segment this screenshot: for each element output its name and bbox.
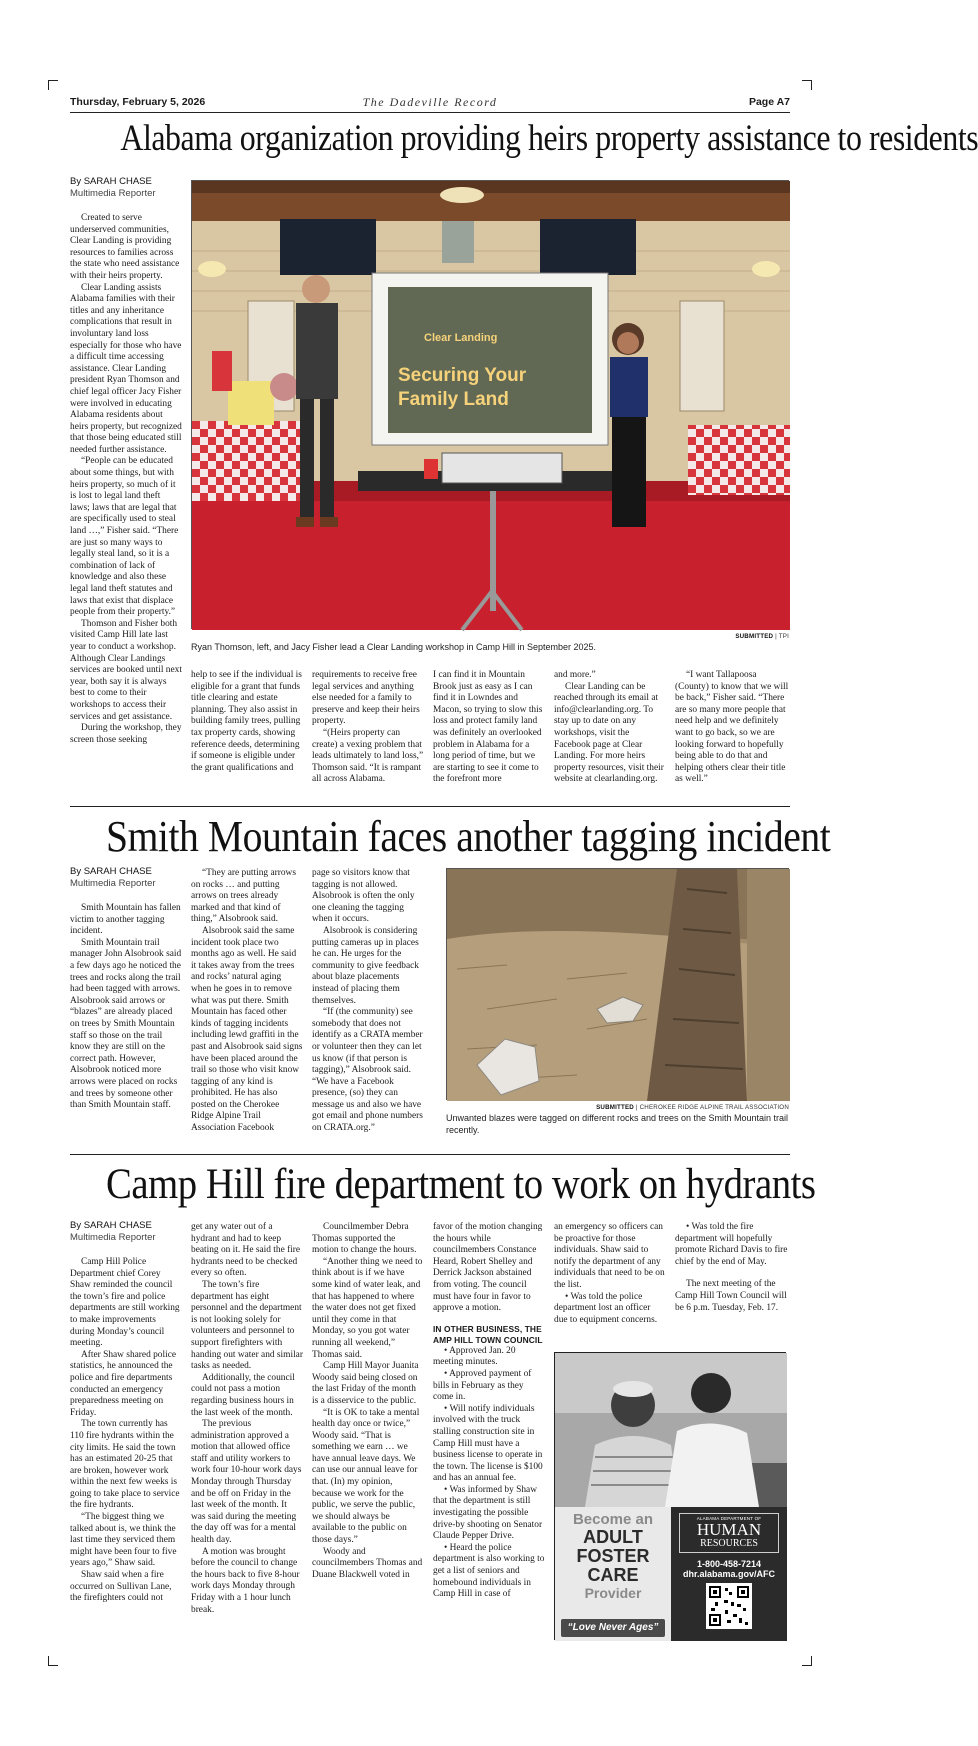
article2-byline-name: By SARAH CHASE xyxy=(70,866,152,877)
screen-brand-text: Clear Landing xyxy=(424,332,498,344)
ad-line-adult: ADULT xyxy=(583,1527,643,1547)
article3-col1-p2: After Shaw shared police statistics, he announced the police and fire departments conducted an emergency preparedness meeting on Friday. xyxy=(70,1349,177,1418)
article1-column-6 xyxy=(675,670,789,800)
article3-byline xyxy=(70,1220,182,1244)
article2-caption: Unwanted blazes were tagged on different rocks and trees on the Smith Mountain trail recently. xyxy=(446,1113,789,1135)
article3-column-1 xyxy=(70,1257,182,1643)
article1-col2-p1: help to see if the individual is eligible for a grant that funds title clearing and estate planning. They also assist in building family trees, pulling tax property cards, showing reference deeds, determining if someone is eligible under the grant qualifications and xyxy=(191,670,302,773)
crop-mark-bottom-right xyxy=(802,1656,812,1666)
article3-col5-p1: an emergency so officers can be proactive for those individuals. Shaw said to notify the department of any individuals that need to be on the list. xyxy=(554,1222,665,1290)
qr-code-icon[interactable] xyxy=(706,1583,752,1629)
article3-col3-p5: Woody and councilmembers Thomas and Duane Blackwell voted in xyxy=(312,1546,423,1580)
article3-col4-item1: • Approved Jan. 20 meeting minutes. xyxy=(433,1345,516,1368)
ad-line-foster: FOSTER xyxy=(576,1546,650,1566)
article3-col1-p1: Camp Hill Police Department chief Corey Shaw reminded the council the town’s fire and police departments are still working to make improvements during Monday’s council meeting. xyxy=(70,1257,180,1349)
article2-column-2 xyxy=(191,868,303,1144)
trail-photo-art xyxy=(447,869,790,1101)
article2-credit-source: CHEROKEE RIDGE ALPINE TRAIL ASSOCIATION xyxy=(639,1104,789,1111)
screen-title-line2: Family Land xyxy=(398,389,509,410)
article1-column-3 xyxy=(312,670,424,800)
article1-col1-p3: “People can be educated about some things, but with heirs property, so much of it is lost to legal land theft laws; laws that are legal that are specifically used to steal land …,” Fisher said. “There are just so many ways to legally steal land, so it is a combination of lack of knowledge and also these legal land theft statutes and laws that exist that displace people from their property.” xyxy=(70,456,179,618)
article3-column-6 xyxy=(675,1222,789,1348)
article1-byline xyxy=(70,176,182,200)
crop-mark-bottom-left xyxy=(48,1656,58,1666)
article1-credit-source: TPI xyxy=(778,633,789,640)
article1-column-1 xyxy=(70,213,182,793)
paper-name: The Dadeville Record xyxy=(362,95,498,109)
article1-col1-p1: Created to serve underserved communities, Clear Landing is providing resources to families across the state who need assistance with their heirs property. xyxy=(70,213,180,281)
article1-col3-p1: requirements to receive free legal services and anything else needed for a family to preserve and keep their heirs property. xyxy=(312,670,420,727)
dhr-dept-small: ALABAMA DEPARTMENT OF xyxy=(696,1516,762,1521)
article3-col2-p4: The previous administration approved a motion that allowed office staff and utility workers to work four 10-hour work days Monday through Thursday and be off on Friday in the last week of the month. It was said during the meeting the day off was for a mental health day. xyxy=(191,1419,302,1546)
crop-mark-top-right xyxy=(802,80,812,90)
article2-column-1 xyxy=(70,903,182,1143)
workshop-photo xyxy=(191,180,789,629)
article3-col1-p3: The town currently has 110 fire hydrants within the city limits. He said the town has an estimated 20-25 that are broken, however work within the next few weeks is going to take place to service the fire hydrants. xyxy=(70,1419,180,1511)
article2-photo-credit: SUBMITTED | CHEROKEE RIDGE ALPINE TRAIL ASSOCIATION xyxy=(596,1104,789,1111)
article3-col2-p1: get any water out of a hydrant and had to keep beating on it. He said the fire hydrants need to be checked every so often. xyxy=(191,1222,301,1279)
foster-care-ad[interactable] xyxy=(554,1352,786,1640)
article1-headline: Alabama organization providing heirs property assistance to residents xyxy=(120,118,978,159)
article1-col4-p1: I can find it in Mountain Brook just as easy as I can find it in Lowndes and Macon, so trying to slow this loss and protect family land was definitely an overlooked problem in Alabama for a long period of time, but we are starting to see it come to the forefront more xyxy=(433,670,543,785)
trail-photo xyxy=(446,868,789,1100)
article2-col2-p1: “They are putting arrows on rocks … and putting arrows on trees already marked and that kind of thing,” Alsobrook said. xyxy=(191,868,296,925)
article1-bottom-rule xyxy=(70,806,790,807)
article1-col5-p1: and more.” xyxy=(554,670,596,680)
article3-col1-p5: Shaw said when a fire occurred on Sullivan Lane, the firefighters could not xyxy=(70,1570,172,1604)
article3-col4-item4: • Was informed by Shaw that the department is still investigating the possible drive-by shooting on Senator Claude Pepper Drive. xyxy=(433,1484,543,1542)
ad-url[interactable]: dhr.alabama.gov/AFC xyxy=(682,1569,776,1579)
article3-col4-p1: favor of the motion changing the hours while councilmembers Constance Heard, Robert Shelley and Derrick Jackson abstained from voting. The council must have four in favor to approve a motion. xyxy=(433,1222,543,1314)
article1-col1-p4: Thomson and Fisher both visited Camp Hill late last year to conduct a workshop. Although Clear Landings services are booked until next year, both say it is always best to come to their workshops to access their services and get assistance. xyxy=(70,618,182,722)
screen-title-line1: Securing Your xyxy=(398,365,527,386)
crop-mark-top-left xyxy=(48,80,58,90)
ad-photo-art xyxy=(555,1353,787,1507)
ad-line-become: Become an xyxy=(572,1511,654,1528)
article2-col3-p2: Alsobrook is considering putting cameras up in places he can. He urges for the community to give feedback about blaze placements instead of placing them themselves. xyxy=(312,925,419,1006)
article3-byline-name: By SARAH CHASE xyxy=(70,1220,152,1231)
article3-column-4 xyxy=(433,1222,545,1644)
ad-left-panel xyxy=(555,1507,671,1641)
article1-col1-p5: During the workshop, they screen those seeking xyxy=(70,723,182,745)
dhr-logo xyxy=(679,1513,779,1553)
article2-col3-p3: “If (the community) see somebody that does not identify as a CRATA member or volunteer then they can let us know (if that person is tagging),” Alsobrook said. “We have a Facebook presence, (so) they can message us and also we have got email and phone numbers on CRATA.org.” xyxy=(312,1007,423,1134)
article3-column-5 xyxy=(554,1222,666,1348)
article3-column-3 xyxy=(312,1222,424,1644)
ad-photo xyxy=(555,1353,785,1507)
article1-column-2 xyxy=(191,670,303,800)
dhr-dept-human: HUMAN xyxy=(696,1520,762,1539)
article3-col2-p5: A motion was brought before the council to change the hours back to five 8-hour work days Monday through Friday with a 1 hour lunch break. xyxy=(191,1546,300,1615)
masthead-rule xyxy=(70,112,790,113)
article2-column-3 xyxy=(312,868,424,1144)
article1-col3-p2: “(Heirs property can create) a vexing problem that leads ultimately to land loss,” Thomson said. “It is rampant all across Alabama. xyxy=(312,727,424,785)
article3-col2-p3: Additionally, the council could not pass a motion regarding business hours in the last week of the month. xyxy=(191,1372,295,1418)
qr-code-art xyxy=(709,1586,749,1626)
article3-col4-item2: • Approved payment of bills in February as they come in. xyxy=(433,1368,532,1403)
article2-credit-label: SUBMITTED xyxy=(596,1104,634,1111)
article2-col2-p2: Alsobrook said the same incident took place two months ago as well. He said it takes away from the trees and rocks’ natural aging when he goes in to remove what was put there. Smith Mountain has faced other kinds of tagging incidents including lewd graffiti in the past and Alsobrook said signs have been placed around the trail so those who visit know tagging of any kind is prohibited. He has also posted on the Cherokee Ridge Alpine Trail Association Facebook xyxy=(191,925,303,1134)
article2-bottom-rule xyxy=(70,1154,790,1155)
article3-col3-p1: Councilmember Debra Thomas supported the motion to change the hours. xyxy=(312,1222,417,1256)
article3-headline: Camp Hill fire department to work on hydrants xyxy=(106,1161,816,1208)
ad-right-panel xyxy=(671,1507,787,1641)
ad-tagline: “Love Never Ages” xyxy=(561,1619,665,1637)
article2-col3-p1: page so visitors know that tagging is not allowed. Alsobrook is often the only one cleaning the tagging when it occurs. xyxy=(312,868,415,925)
article2-col1-p1: Smith Mountain has fallen victim to another tagging incident. xyxy=(70,903,181,937)
article1-col1-p2: Clear Landing assists Alabama families with their titles and any inheritance complications that result in involuntary land loss especially for those who have a difficult time accessing assistance. Clear Landing president Ryan Thomson and chief legal officer Jacy Fisher were involved in educating Alabama residents about heirs property, but recognized that those being educated still needed further assistance. xyxy=(70,282,182,455)
article1-column-4 xyxy=(433,670,545,800)
article1-column-5 xyxy=(554,670,666,800)
article3-byline-role: Multimedia Reporter xyxy=(70,1232,156,1243)
article1-credit-label: SUBMITTED xyxy=(735,633,774,640)
article3-col3-p3: Camp Hill Mayor Juanita Woody said being closed on the last Friday of the month is a disservice to the public. xyxy=(312,1361,419,1406)
article1-byline-name: By SARAH CHASE xyxy=(70,176,152,187)
article3-column-2 xyxy=(191,1222,303,1644)
masthead xyxy=(70,96,790,112)
page-number: Page A7 xyxy=(748,96,790,108)
article1-photo-credit: SUBMITTED | TPI xyxy=(735,633,789,640)
article3-col2-p2: The town’s fire department has eight personnel and the department is not looking solely for volunteers and personnel to support firefighters with handing out water and similar tasks as needed. xyxy=(191,1279,303,1372)
article3-col6-p1: • Was told the fire department will hopefully promote Richard Davis to fire chief by the end of May. xyxy=(675,1222,788,1267)
article1-col6-p1: “I want Tallapoosa (County) to know that we will be back,” Fisher said. “There are so many more people that need help and we definitely want to go back, so we are looking forward to hopefully being able to do that and helping others clear their title as well.” xyxy=(675,670,789,785)
article3-col5-p2: • Was told the police department lost an officer due to equipment concerns. xyxy=(554,1291,658,1325)
article3-col1-p4: “The biggest thing we talked about is, we think the last time they serviced them might have been four to five years ago,” Shaw said. xyxy=(70,1512,177,1569)
article1-byline-role: Multimedia Reporter xyxy=(70,188,156,199)
article3-subhead: IN OTHER BUSINESS, THE AMP HILL TOWN COUNCIL xyxy=(433,1323,543,1345)
article2-col1-p2: Smith Mountain trail manager John Alsobrook said a few days ago he noticed the trees and rocks along the trail had been tagged with arrows. Alsobrook said arrows or “blazes” are already placed on trees by Smith Mountain staff so those on the trail know they are still on the correct path. However, Alsobrook noticed more arrows were placed on rocks and trees by someone other than Smith Mountain staff. xyxy=(70,937,182,1111)
article2-byline-role: Multimedia Reporter xyxy=(70,878,156,889)
article3-col4-item5: • Heard the police department is also working to get a list of seniors and homebound individuals in Camp Hill in case of xyxy=(433,1542,545,1600)
dhr-dept-resources: RESOURCES xyxy=(700,1538,758,1549)
issue-date: Thursday, February 5, 2026 xyxy=(70,96,206,108)
article3-col6-p2: The next meeting of the Camp Hill Town Council will be 6 p.m. Tuesday, Feb. 17. xyxy=(675,1279,787,1313)
article3-col3-p4: “It is OK to take a mental health day once or twice,” Woody said. “That is something we earn … we have annual leave days. We can use our annual leave for that. (In) my opinion, because we work for the public, we serve the public, we should always be available to the public on those days.” xyxy=(312,1407,420,1546)
ad-line-provider: Provider xyxy=(584,1585,642,1601)
ad-line-care: CARE xyxy=(587,1565,639,1585)
ad-phone[interactable]: 1-800-458-7214 xyxy=(696,1559,762,1569)
article1-caption: Ryan Thomson, left, and Jacy Fisher lead a Clear Landing workshop in Camp Hill in September 2025. xyxy=(191,642,597,652)
article2-headline: Smith Mountain faces another tagging incident xyxy=(106,812,831,861)
article3-col4-item3: • Will notify individuals involved with the truck stalling construction site in Camp Hill must have a business license to operate in the town. The license is $100 and has an annual fee. xyxy=(433,1403,543,1484)
article3-col3-p2: “Another thing we need to think about is if we have some kind of water leak, and that has happened to where the water does not get fixed until they come in that Monday, so you got water running all weekend,” Thomas said. xyxy=(312,1256,423,1360)
article1-col5-p2: Clear Landing can be reached through its email at info@clearlanding.org. To stay up to date on any workshops, visit the Facebook page at Clear Landing. For more heirs property resources, visit their website at clearlanding.org. xyxy=(554,681,664,785)
workshop-photo-art xyxy=(192,181,790,630)
article2-byline xyxy=(70,866,182,890)
